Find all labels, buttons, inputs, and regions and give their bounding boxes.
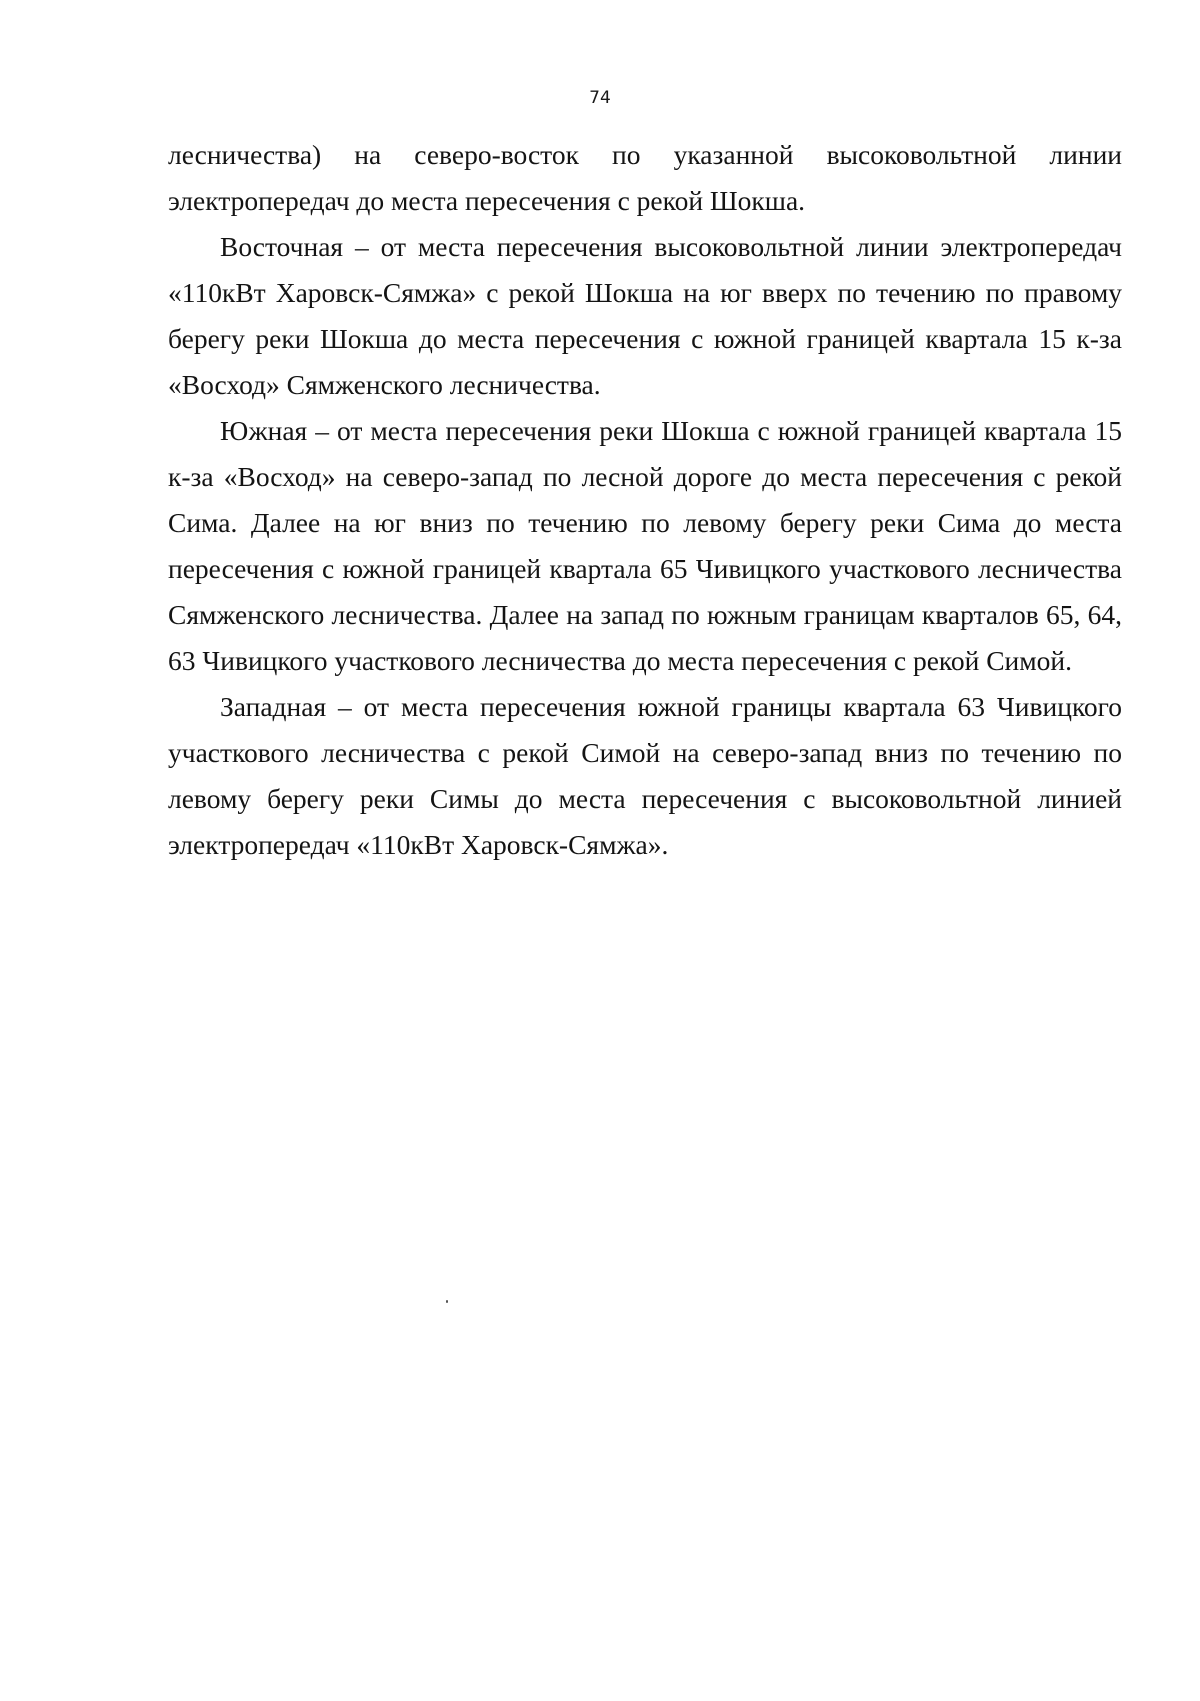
- document-body: [168, 132, 1122, 868]
- paragraph-western-boundary: Западная – от места пересечения южной границы квартала 63 Чивицкого участкового лесничества с рекой Симой на северо-запад вниз по течению по левому берегу реки Симы до места пересечения с высоковольтной линией электропередач «110кВт Харовск-Сямжа».: [168, 691, 1122, 860]
- paragraph-southern-boundary: Южная – от места пересечения реки Шокша с южной границей квартала 15 к-за «Восход» на северо-запад по лесной дороге до места пересечения с рекой Сима. Далее на юг вниз по течению по левому берегу реки Сима до места пересечения с южной границей квартала 65 Чивицкого участкового лесничества Сямженского лесничества. Далее на запад по южным границам кварталов 65, 64, 63 Чивицкого участкового лесничества до места пересечения с рекой Симой.: [168, 415, 1122, 676]
- paragraph-continuation: лесничества) на северо-восток по указанной высоковольтной линии электропередач до места пересечения с рекой Шокша.: [168, 139, 1122, 216]
- scan-speck: [446, 1300, 448, 1303]
- page-number: 74: [589, 88, 611, 108]
- paragraph-eastern-boundary: Восточная – от места пересечения высоковольтной линии электропередач «110кВт Харовск-Сямжа» с рекой Шокша на юг вверх по течению по правому берегу реки Шокша до места пересечения с южной границей квартала 15 к-за «Восход» Сямженского лесничества.: [168, 231, 1122, 400]
